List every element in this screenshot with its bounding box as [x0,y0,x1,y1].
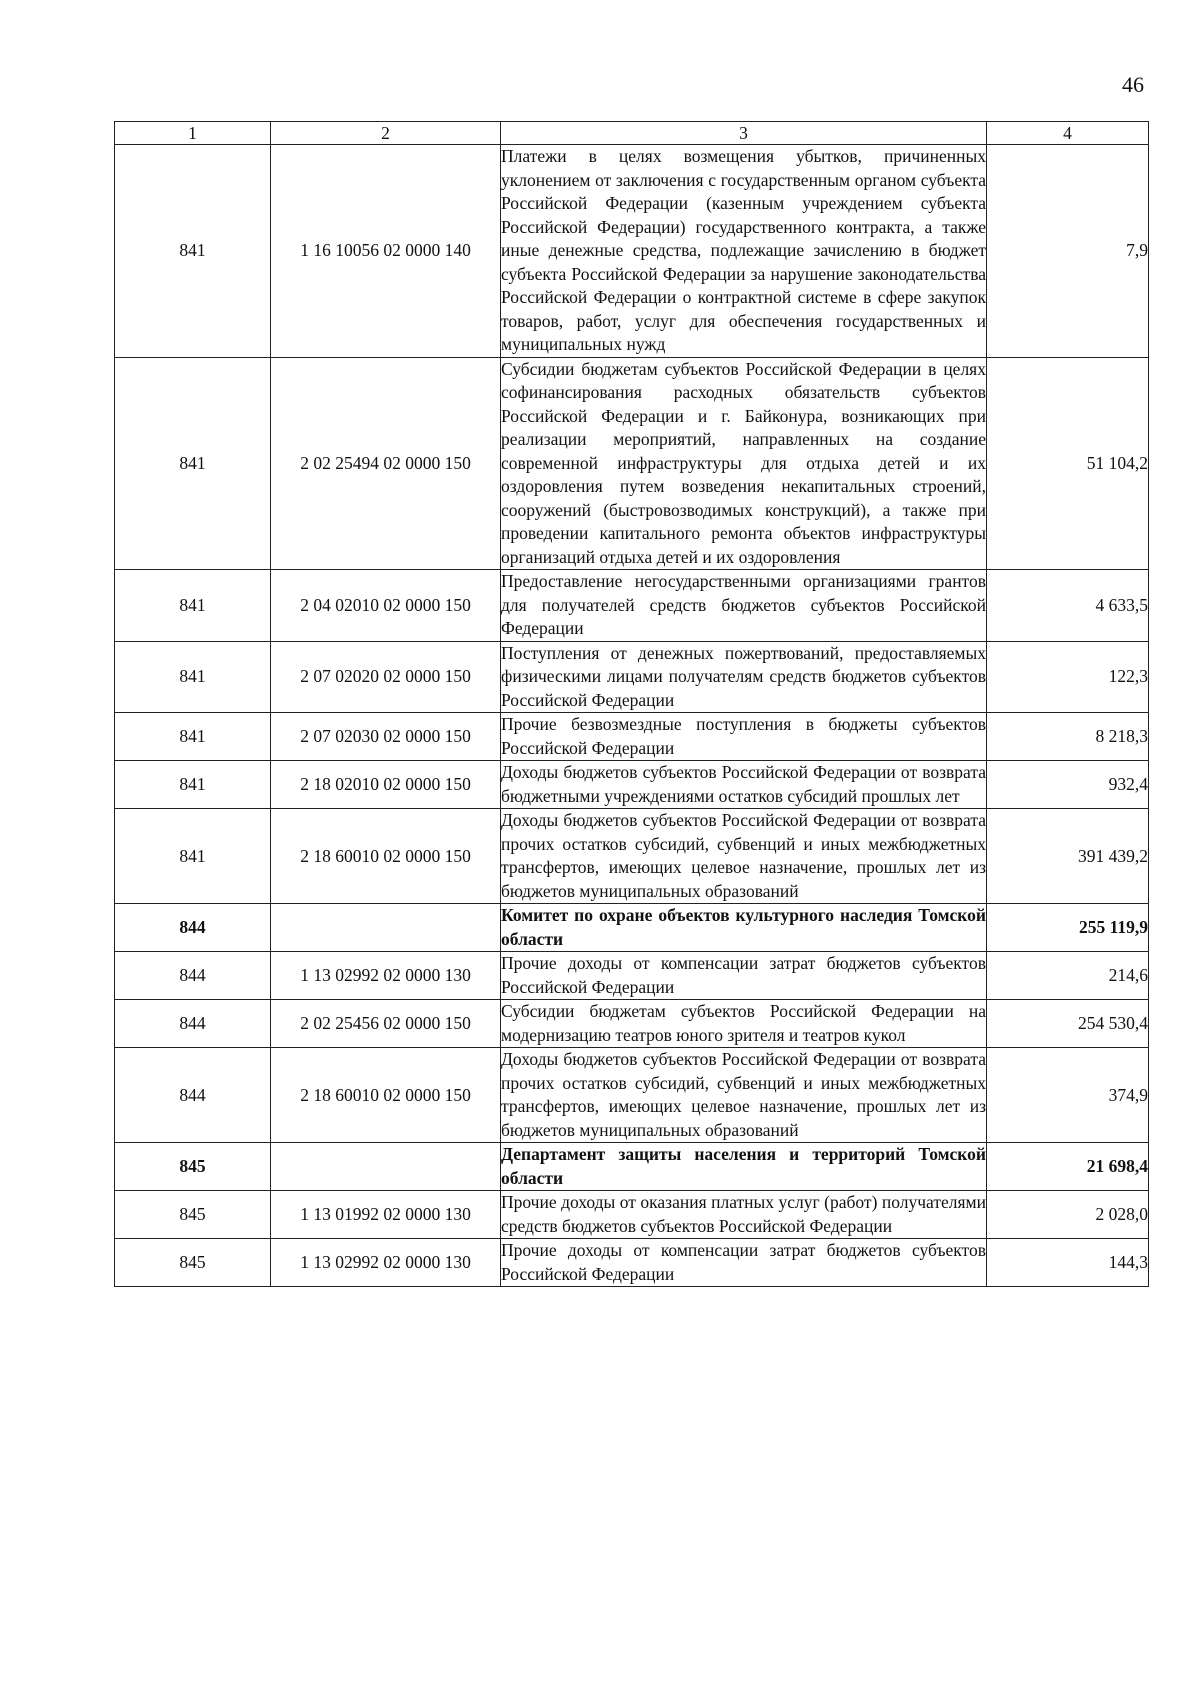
header-row [115,122,1149,145]
revenue-name-cell: Прочие доходы от компенсации затрат бюджетов субъектов Российской Федерации [501,1239,987,1287]
revenue-code-cell: 2 02 25456 02 0000 150 [271,1000,501,1048]
page-number: 46 [1122,72,1144,97]
table-row-department [115,904,1149,952]
table-row [115,713,1149,761]
amount-cell: 144,3 [987,1239,1149,1287]
revenue-name-cell: Прочие безвозмездные поступления в бюджеты субъектов Российской Федерации [501,713,987,761]
amount-cell: 374,9 [987,1048,1149,1143]
amount-cell: 122,3 [987,641,1149,713]
revenue-code-cell: 2 04 02010 02 0000 150 [271,570,501,642]
revenue-name-cell: Прочие доходы от компенсации затрат бюджетов субъектов Российской Федерации [501,952,987,1000]
table-row [115,761,1149,809]
admin-code-cell: 841 [115,809,271,904]
revenue-name-cell: Доходы бюджетов субъектов Российской Федерации от возврата прочих остатков субсидий, субвенций и иных межбюджетных трансфертов, имеющих целевое назначение, прошлых лет из бюджетов муниципальных образований [501,809,987,904]
revenue-code-cell [271,1143,501,1191]
amount-cell: 8 218,3 [987,713,1149,761]
admin-code-cell: 844 [115,1048,271,1143]
revenue-name-cell: Поступления от денежных пожертвований, предоставляемых физическими лицами получателям средств бюджетов субъектов Российской Федерации [501,641,987,713]
revenue-code-cell: 2 18 60010 02 0000 150 [271,1048,501,1143]
column-header-4: 4 [987,122,1149,145]
amount-cell: 255 119,9 [987,904,1149,952]
column-header-2: 2 [271,122,501,145]
admin-code-cell: 841 [115,761,271,809]
table-body [115,145,1149,1287]
admin-code-cell: 844 [115,904,271,952]
revenue-name-cell: Комитет по охране объектов культурного наследия Томской области [501,904,987,952]
admin-code-cell: 845 [115,1143,271,1191]
admin-code-cell: 844 [115,1000,271,1048]
amount-cell: 4 633,5 [987,570,1149,642]
table-row [115,1048,1149,1143]
revenue-code-cell: 1 13 02992 02 0000 130 [271,1239,501,1287]
table-row-department [115,1143,1149,1191]
revenue-name-cell: Прочие доходы от оказания платных услуг (работ) получателями средств бюджетов субъектов Российской Федерации [501,1191,987,1239]
table-row [115,570,1149,642]
table-row [115,952,1149,1000]
amount-cell: 254 530,4 [987,1000,1149,1048]
admin-code-cell: 845 [115,1191,271,1239]
admin-code-cell: 845 [115,1239,271,1287]
column-header-3: 3 [501,122,987,145]
revenue-name-cell: Субсидии бюджетам субъектов Российской Федерации на модернизацию театров юного зрителя и театров кукол [501,1000,987,1048]
amount-cell: 7,9 [987,145,1149,358]
amount-cell: 2 028,0 [987,1191,1149,1239]
table-row [115,641,1149,713]
revenue-code-cell: 2 07 02020 02 0000 150 [271,641,501,713]
amount-cell: 214,6 [987,952,1149,1000]
revenue-name-cell: Платежи в целях возмещения убытков, причиненных уклонением от заключения с государственным органом субъекта Российской Федерации (казенным учреждением субъекта Российской Федерации) государственного контракта, а также иные денежные средства, подлежащие зачислению в бюджет субъекта Российской Федерации за нарушение законодательства Российской Федерации о контрактной системе в сфере закупок товаров, работ, услуг для обеспечения государственных и муниципальных нужд [501,145,987,358]
revenue-code-cell [271,904,501,952]
admin-code-cell: 844 [115,952,271,1000]
table-row [115,809,1149,904]
amount-cell: 391 439,2 [987,809,1149,904]
admin-code-cell: 841 [115,713,271,761]
amount-cell: 932,4 [987,761,1149,809]
admin-code-cell: 841 [115,145,271,358]
revenue-code-cell: 2 07 02030 02 0000 150 [271,713,501,761]
admin-code-cell: 841 [115,570,271,642]
table-row [115,1239,1149,1287]
revenue-name-cell: Предоставление негосударственными организациями грантов для получателей средств бюджетов субъектов Российской Федерации [501,570,987,642]
table-row [115,145,1149,358]
revenue-name-cell: Субсидии бюджетам субъектов Российской Федерации в целях софинансирования расходных обязательств субъектов Российской Федерации и г. Байконура, возникающих при реализации мероприятий, направленных на создание современной инфраструктуры для отдыха детей и их оздоровления путем возведения некапитальных строений, сооружений (быстровозводимых конструкций), а также при проведении капитального ремонта объектов инфраструктуры организаций отдыха детей и их оздоровления [501,357,987,570]
revenue-code-cell: 2 18 60010 02 0000 150 [271,809,501,904]
revenue-code-cell: 2 18 02010 02 0000 150 [271,761,501,809]
revenue-code-cell: 1 13 02992 02 0000 130 [271,952,501,1000]
revenue-name-cell: Доходы бюджетов субъектов Российской Федерации от возврата бюджетными учреждениями остатков субсидий прошлых лет [501,761,987,809]
amount-cell: 21 698,4 [987,1143,1149,1191]
revenue-code-cell: 1 13 01992 02 0000 130 [271,1191,501,1239]
table-row [115,1191,1149,1239]
revenue-name-cell: Доходы бюджетов субъектов Российской Федерации от возврата прочих остатков субсидий, субвенций и иных межбюджетных трансфертов, имеющих целевое назначение, прошлых лет из бюджетов муниципальных образований [501,1048,987,1143]
budget-table [114,121,1149,1287]
amount-cell: 51 104,2 [987,357,1149,570]
column-header-1: 1 [115,122,271,145]
table-row [115,1000,1149,1048]
admin-code-cell: 841 [115,357,271,570]
revenue-code-cell: 2 02 25494 02 0000 150 [271,357,501,570]
revenue-name-cell: Департамент защиты населения и территорий Томской области [501,1143,987,1191]
table-row [115,357,1149,570]
revenue-code-cell: 1 16 10056 02 0000 140 [271,145,501,358]
admin-code-cell: 841 [115,641,271,713]
